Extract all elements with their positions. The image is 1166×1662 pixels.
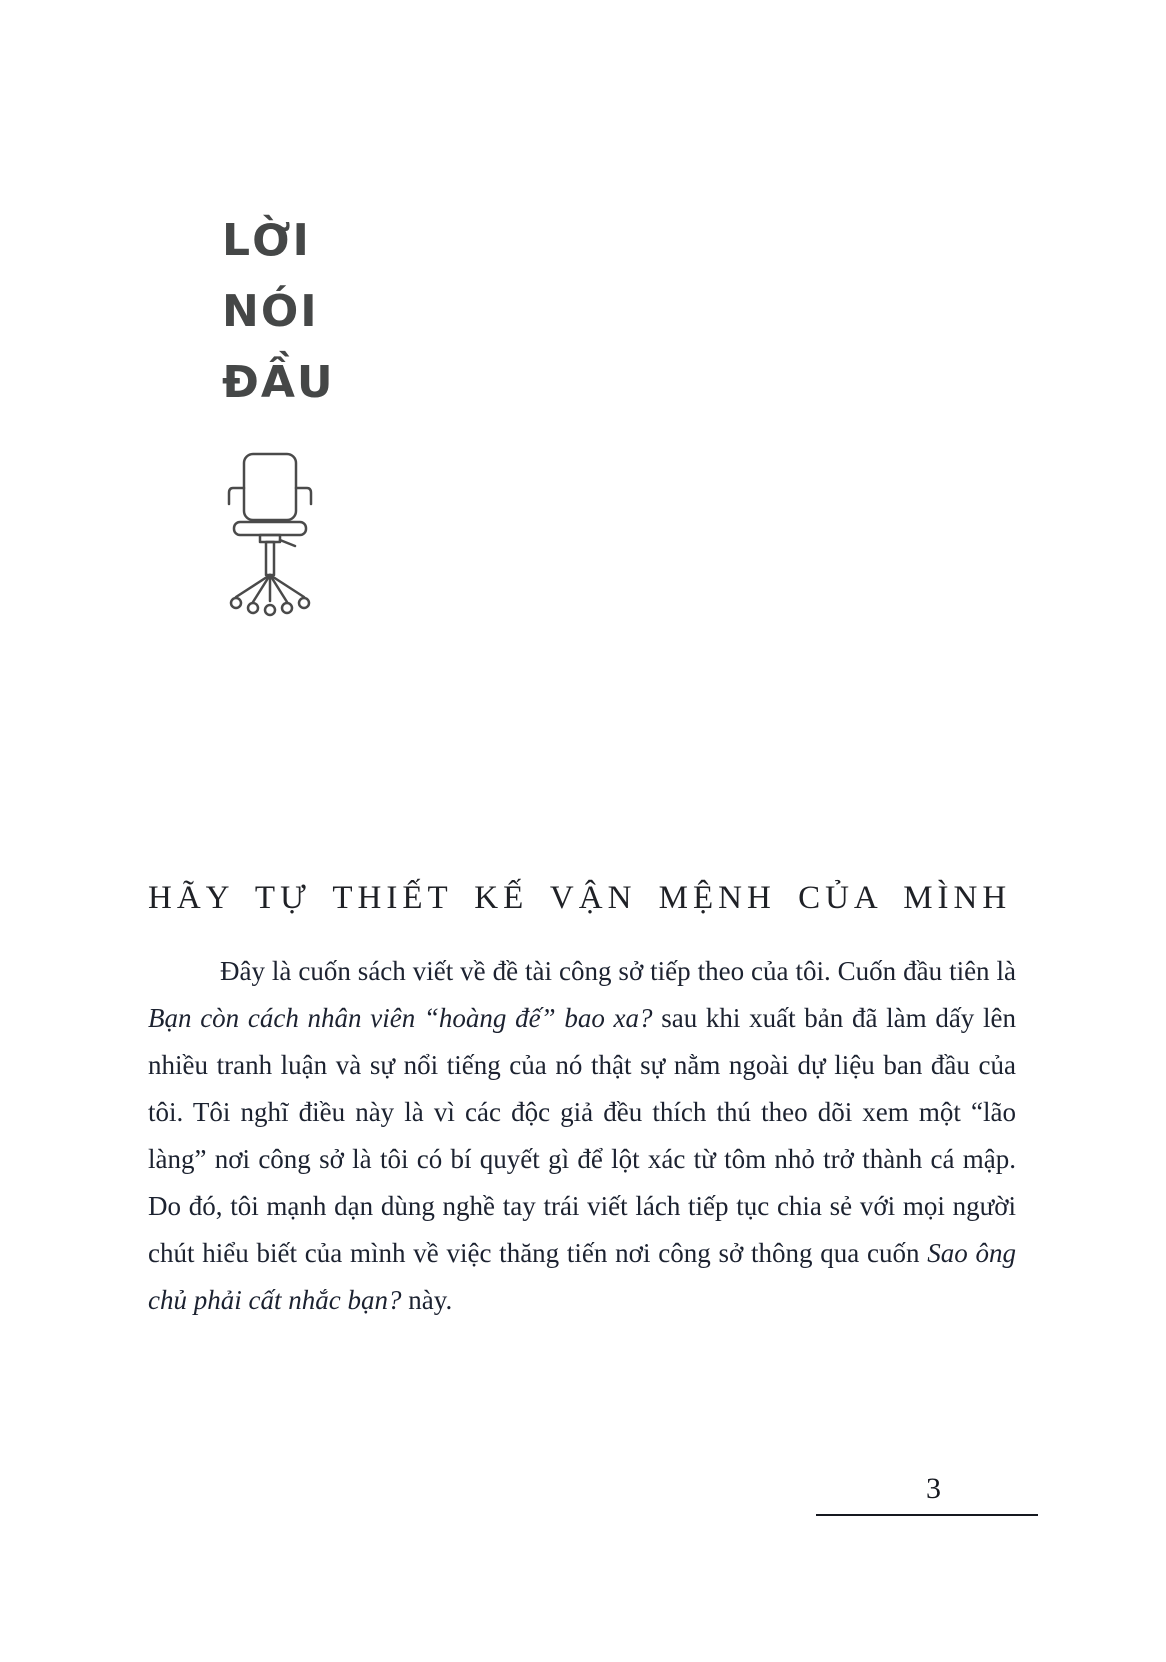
section-title: HÃY TỰ THIẾT KẾ VẬN MỆNH CỦA MÌNH <box>148 880 1012 916</box>
preface-heading <box>222 205 335 418</box>
book-title-italic: Bạn còn cách nhân viên “hoàng đế” bao xa? <box>148 1003 653 1033</box>
paragraph-segment: này. <box>401 1285 453 1315</box>
office-chair-icon <box>224 450 324 630</box>
paragraph-segment: Đây là cuốn sách viết về đề tài công sở tiếp theo của tôi. Cuốn đầu tiên là <box>220 956 1016 986</box>
page-number: 3 <box>926 1472 941 1505</box>
preface-heading-line-3: ĐẦU <box>222 357 335 408</box>
preface-heading-line-1: LỜI <box>222 215 311 266</box>
preface-heading-line-2: NÓI <box>222 286 319 337</box>
body-paragraph <box>148 948 1016 1324</box>
book-title-italic: Sao ông chủ phải cất nhắc bạn? <box>148 1238 1017 1315</box>
footer-rule <box>816 1514 1038 1516</box>
paragraph-segment: sau khi xuất bản đã làm dấy lên nhiều tranh luận và sự nổi tiếng của nó thật sự nằm ngoài dự liệu ban đầu của tôi. Tôi nghĩ điều này là vì các độc giả đều thích thú theo dõi xem một “lão làng” nơi công sở là tôi có bí quyết gì để lột xác từ tôm nhỏ trở thành cá mập. Do đó, tôi mạnh dạn dùng nghề tay trái viết lách tiếp tục chia sẻ với mọi người chút hiểu biết của mình về việc thăng tiến nơi công sở thông qua cuốn <box>148 1003 1016 1268</box>
